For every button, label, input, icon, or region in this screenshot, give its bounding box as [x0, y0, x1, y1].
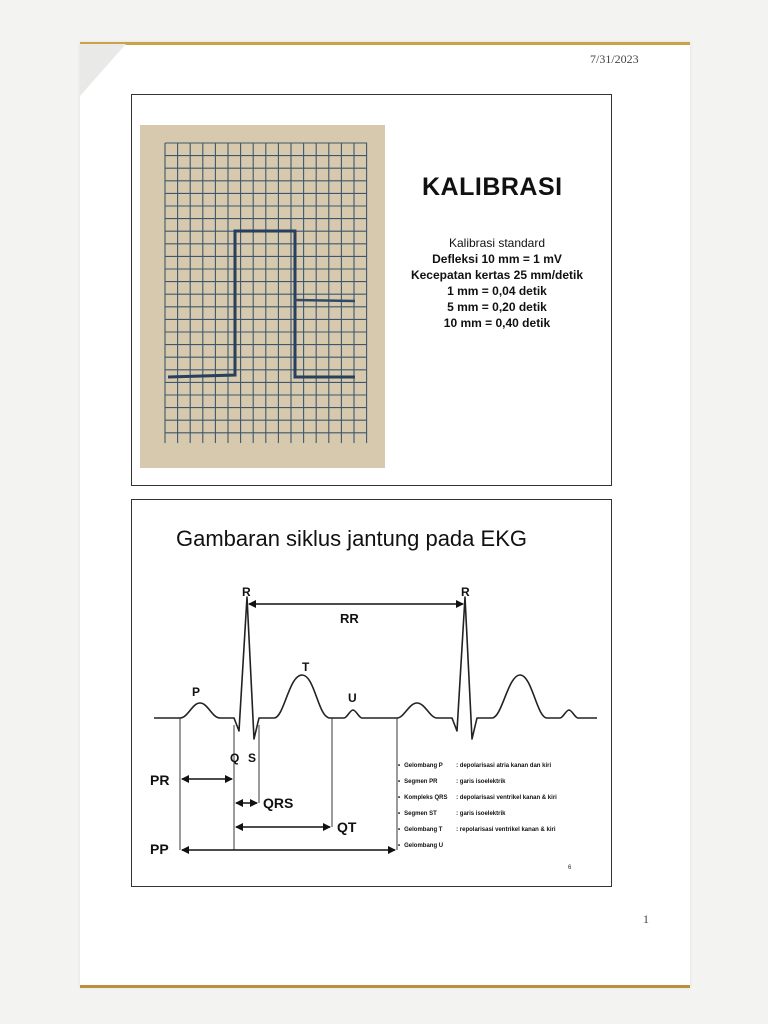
- legend-item: • Kompleks QRS : depolarisasi ventrikel kanan & kiri: [398, 790, 613, 806]
- page-corner-fold: [80, 44, 126, 96]
- wave-label-q: Q: [230, 751, 240, 765]
- calibration-text: [382, 235, 612, 331]
- wave-label-r: R: [461, 585, 470, 599]
- slide-title: Gambaran siklus jantung pada EKG: [176, 526, 527, 551]
- interval-label-qrs: QRS: [263, 795, 294, 811]
- legend-desc: : depolarisasi ventrikel kanan & kiri: [456, 795, 557, 801]
- calibration-line: Defleksi 10 mm = 1 mV: [432, 252, 562, 266]
- legend-term: Segmen PR: [404, 779, 438, 785]
- interval-label-pp: PP: [150, 841, 169, 857]
- legend-term: Segmen ST: [404, 811, 437, 817]
- calibration-line: 1 mm = 0,04 detik: [447, 284, 547, 298]
- interval-label-qt: QT: [337, 819, 357, 835]
- guide-lines: [180, 718, 397, 850]
- slide-number: 6: [568, 865, 572, 871]
- slide-title: KALIBRASI: [422, 173, 563, 201]
- legend-desc: : depolarisasi atria kanan dan kiri: [456, 763, 552, 769]
- calibration-line: 10 mm = 0,40 detik: [443, 316, 551, 330]
- interval-label-pr: PR: [150, 772, 170, 788]
- legend-item: • Segmen ST : garis isoelektrik: [398, 806, 613, 822]
- legend-term: Gelombang T: [404, 827, 443, 833]
- legend-item: • Gelombang U: [398, 838, 613, 854]
- wave-label-t: T: [302, 660, 310, 674]
- legend-item: • Segmen PR : garis isoelektrik: [398, 774, 613, 790]
- wave-label-p: P: [192, 685, 201, 699]
- legend-term: Gelombang U: [404, 843, 444, 849]
- legend-desc: : garis isoelektrik: [456, 779, 506, 785]
- calibration-grid-photo: [140, 125, 385, 468]
- slide-ekg-cycle: [131, 499, 612, 887]
- calibration-line: Kecepatan kertas 25 mm/detik: [410, 268, 584, 282]
- calibration-grid: [140, 125, 385, 468]
- calibration-line: 5 mm = 0,20 detik: [447, 300, 547, 314]
- page-number: 1: [643, 912, 649, 926]
- wave-label-u: U: [348, 691, 357, 705]
- legend-term: Gelombang P: [404, 763, 443, 769]
- legend-desc: : garis isoelektrik: [456, 811, 506, 817]
- legend-term: Kompleks QRS: [404, 795, 448, 801]
- ecg-trace: [154, 597, 597, 739]
- calibration-line: Kalibrasi standard: [448, 236, 546, 250]
- slide-kalibrasi: [131, 94, 612, 486]
- interval-label-rr: RR: [340, 611, 359, 626]
- wave-label-s: S: [248, 751, 257, 765]
- print-date: 7/31/2023: [590, 52, 639, 66]
- wave-label-r: R: [242, 585, 251, 599]
- legend-item: • Gelombang T : repolarisasi ventrikel kanan & kiri: [398, 822, 613, 838]
- legend-item: • Gelombang P : depolarisasi atria kanan dan kiri: [398, 758, 613, 774]
- ekg-legend: [398, 758, 613, 854]
- calibration-pulse: [168, 231, 355, 377]
- legend-desc: : repolarisasi ventrikel kanan & kiri: [456, 827, 556, 833]
